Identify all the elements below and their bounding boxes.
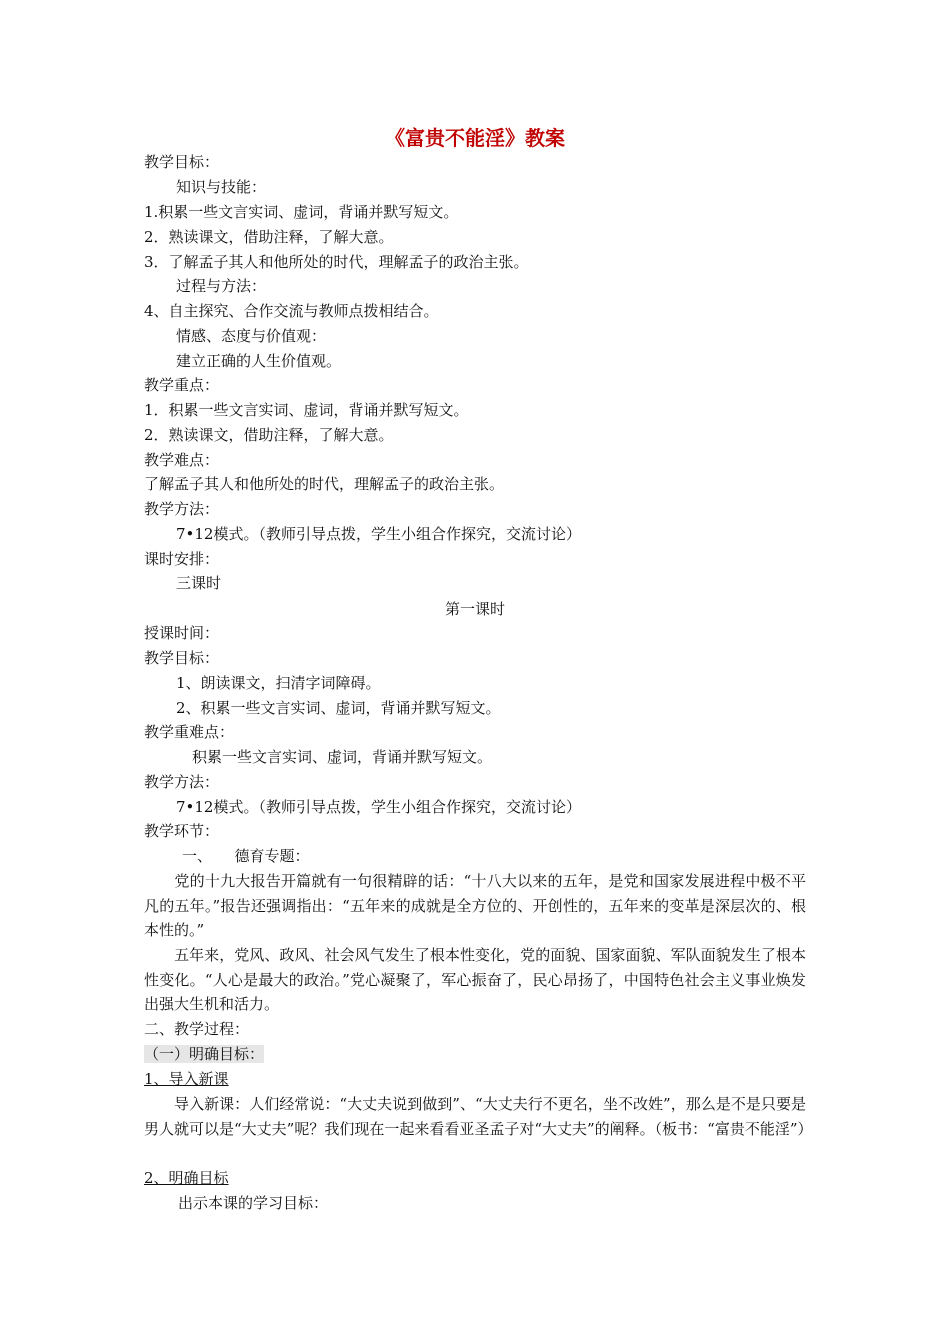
text-line: 积累一些文言实词、虚词，背诵并默写短文。 [192, 748, 493, 766]
subsection-heading: 1、导入新课 [144, 1070, 229, 1088]
text-line: 教学方法： [144, 500, 220, 518]
text-line: 7•12模式。（教师引导点拨，学生小组合作探究，交流讨论） [176, 525, 581, 543]
text-line: 3．了解孟子其人和他所处的时代，理解孟子的政治主张。 [144, 253, 529, 271]
text-line: 教学重难点： [144, 723, 235, 741]
text-line: 教学环节： [144, 822, 220, 840]
section-subheading [144, 1042, 264, 1067]
text-line: 授课时间： [144, 624, 220, 642]
text-line: 教学难点： [144, 451, 220, 469]
paragraph: 党的十九大报告开篇就有一句很精辟的话：“十八大以来的五年，是党和国家发展进程中极不平凡的五年。”报告还强调指出：“五年来的成就是全方位的、开创性的，五年来的变革是深层次的、根本性的。” [144, 872, 806, 940]
text-line: 教学重点： [144, 376, 220, 394]
text-line: 1.积累一些文言实词、虚词，背诵并默写短文。 [144, 203, 459, 221]
text-line: 教学目标： [144, 649, 220, 667]
text-line: 知识与技能： [176, 178, 267, 196]
text-line: 建立正确的人生价值观。 [176, 352, 342, 370]
text-line: 教学方法： [144, 773, 220, 791]
text-line: 1、朗读课文，扫清字词障碍。 [176, 674, 381, 692]
paragraph: 五年来，党风、政风、社会风气发生了根本性变化，党的面貌、国家面貌、军队面貌发生了根本性变化。“人心是最大的政治。”党心凝聚了，军心振奋了，民心昂扬了，中国特色社会主义事业焕发出强大生机和活力。 [144, 946, 806, 1014]
text-line: 教学目标： [144, 153, 220, 171]
text-line: 过程与方法： [176, 277, 267, 295]
text-line: 出示本课的学习目标： [178, 1194, 329, 1212]
section-heading: 二、教学过程： [144, 1020, 250, 1038]
text-line: 了解孟子其人和他所处的时代，理解孟子的政治主张。 [144, 475, 505, 493]
text-line: 2．熟读课文，借助注释，了解大意。 [144, 426, 394, 444]
text-line: 2、积累一些文言实词、虚词，背诵并默写短文。 [176, 699, 501, 717]
lesson-heading: 第一课时 [444, 600, 505, 618]
text-line: 课时安排： [144, 550, 220, 568]
paragraph: 导入新课：人们经常说：“大丈夫说到做到”、“大丈夫行不更名，坐不改姓”，那么是不是只要是男人就可以是“大丈夫”呢？我们现在一起来看看亚圣孟子对“大丈夫”的阐释。（板书：“富贵不能淫”） [144, 1095, 813, 1138]
subsection-heading: 2、明确目标 [144, 1169, 229, 1187]
text-line: 1．积累一些文言实词、虚词，背诵并默写短文。 [144, 401, 469, 419]
text-line: 4、自主探究、合作交流与教师点拨相结合。 [144, 302, 439, 320]
text-line: 三课时 [176, 574, 222, 592]
highlighted-text: （一）明确目标： [144, 1045, 265, 1063]
text-line: 情感、态度与价值观： [176, 327, 327, 345]
text-line: 一、 德育专题： [182, 847, 310, 865]
document-title: 《富贵不能淫》教案 [385, 126, 565, 150]
text-line: 2．熟读课文，借助注释，了解大意。 [144, 228, 394, 246]
text-line: 7•12模式。（教师引导点拨，学生小组合作探究，交流讨论） [176, 798, 581, 816]
